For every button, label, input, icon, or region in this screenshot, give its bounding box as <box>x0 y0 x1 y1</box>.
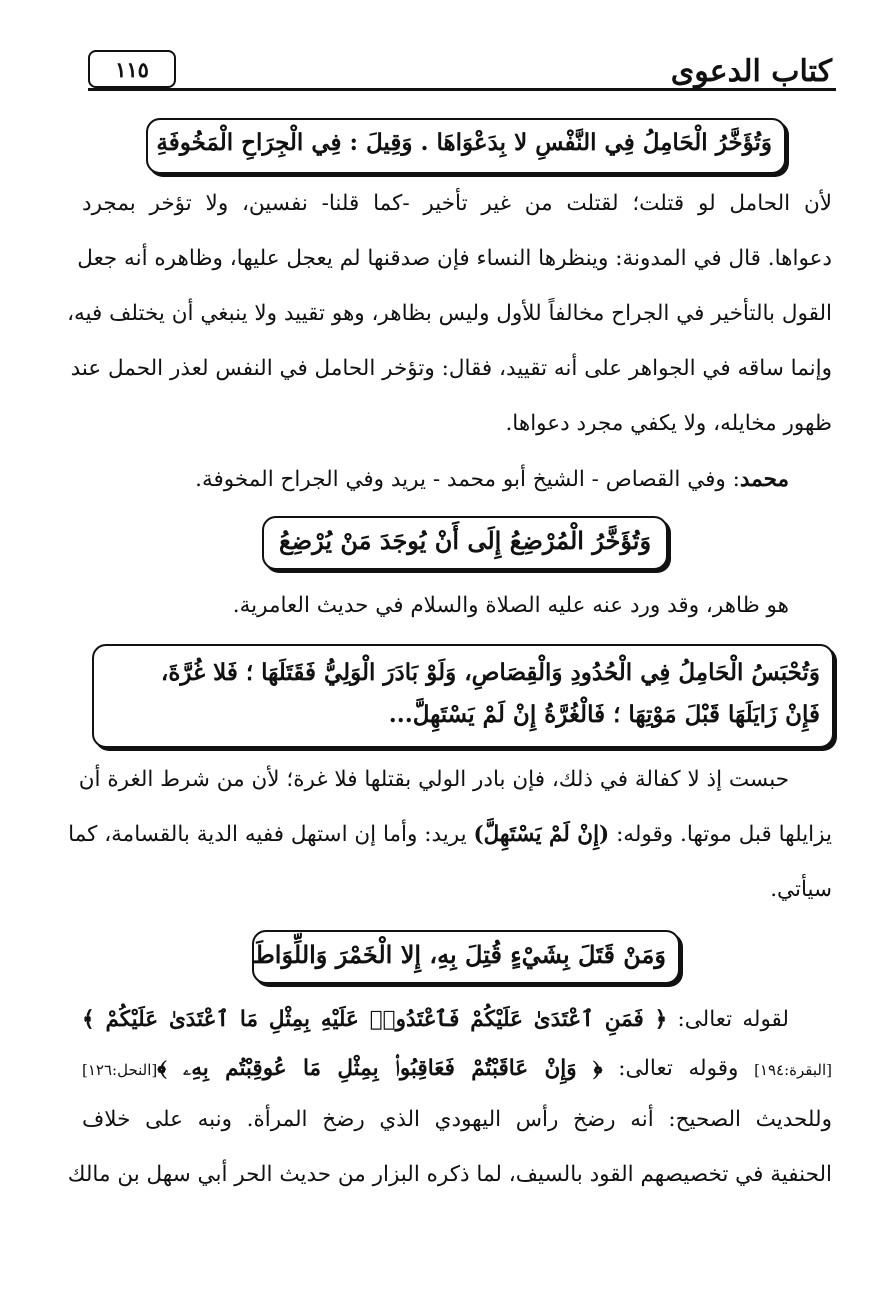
paragraph-line: وللحديث الصحيح: أنه رضخ رأس اليهودي الذي رضخ المرأة. ونبه على خلاف <box>82 1107 832 1132</box>
matn-box-2 <box>262 516 668 570</box>
paragraph-line <box>82 578 832 633</box>
commentary-paragraph-1 <box>67 176 832 451</box>
paragraph-line <box>82 992 832 1047</box>
matn-text-4: وَمَنْ قَتَلَ بِشَيْءٍ قُتِلَ بِهِ، إِلا الْخَمْرَ وَاللِّوَاطَ <box>252 940 666 969</box>
quran-verse: ﴿ وَإِنْ عَاقَبْتُمْ فَعَاقِبُوا۟ بِمِثْلِ مَا عُوقِبْتُم بِهِۦ ﴾ <box>157 1056 603 1081</box>
paragraph-text: يزايلها قبل موتها. وقوله: <box>609 822 832 847</box>
paragraph-line <box>68 807 832 862</box>
matn-box-1 <box>146 118 786 174</box>
paragraph-line: سيأتي. <box>770 877 832 902</box>
matn-box-4 <box>252 930 680 984</box>
commentary-paragraph-5 <box>67 992 832 1202</box>
paragraph-text: حبست إذ لا كفالة في ذلك، فإن بادر الولي بقتلها فلا غرة؛ لأن من شرط الغرة أن <box>78 767 789 792</box>
commentary-paragraph-3 <box>82 578 832 633</box>
paragraph-line: الحنفية في تخصيصهم القود بالسيف، لما ذكره البزار من حديث الحر أبي سهل بن مالك <box>67 1162 832 1187</box>
paragraph-line <box>78 752 832 807</box>
commentator-label: محمد <box>739 467 789 492</box>
matn-text-3-line-1: وَتُحْبَسُ الْحَامِلُ فِي الْحُدُودِ وَالْقِصَاصِ، وَلَوْ بَادَرَ الْوَلِيُّ فَقَتَلَهَا ؛ فَلا غُرَّةَ، <box>160 659 820 686</box>
verse-reference: [البقرة:١٩٤] <box>754 1061 832 1079</box>
paragraph-line <box>82 452 832 507</box>
paragraph-text: هو ظاهر، وقد ورد عنه عليه الصلاة والسلام في حديث العامرية. <box>232 593 789 618</box>
paragraph-line: لأن الحامل لو قتلت؛ لقتلت من غير تأخير -كما قلنا- نفسين، ولا تؤخر بمجرد <box>82 191 832 216</box>
paragraph-line <box>82 1047 832 1092</box>
book-title: كتاب الدعوى <box>670 54 832 89</box>
paragraph-line: وإنما ساقه في الجواهر على أنه تقييد، فقال: وتؤخر الحامل في النفس لعذر الحمل عند <box>70 356 832 381</box>
commentary-paragraph-2 <box>82 452 832 507</box>
matn-text-3-line-2: فَإِنْ زَايَلَهَا قَبْلَ مَوْتِهَا ؛ فَالْغُرَّةُ إِنْ لَمْ يَسْتَهِلَّ... <box>388 701 820 728</box>
page-number: ١١٥ <box>88 50 176 88</box>
verse-reference: [النحل:١٢٦] <box>82 1061 158 1079</box>
page-header <box>88 50 836 102</box>
matn-text-1: وَتُؤَخَّرُ الْحَامِلُ فِي النَّفْسِ لا بِدَعْوَاهَا . وَقِيلَ : فِي الْجِرَاحِ الْمَخُوفَةِ <box>156 129 772 156</box>
quran-verse: ﴿ فَمَنِ ٱعْتَدَىٰ عَلَيْكُمْ فَٱعْتَدُوا۟ عَلَيْهِ بِمِثْلِ مَا ٱعْتَدَىٰ عَلَيْكُمْ ﴾ <box>82 1007 668 1032</box>
paragraph-line: القول بالتأخير في الجراح مخالفاً للأول وليس بظاهر، وهو تقييد ولا ينبغي أن يختلف فيه، <box>67 301 832 326</box>
header-rule <box>88 88 836 91</box>
paragraph-text: وقوله تعالى: <box>602 1056 755 1081</box>
paragraph-line: دعواها. قال في المدونة: وينظرها النساء فإن صدقنها لم يعجل عليها، وظاهره أنه جعل <box>77 246 832 271</box>
matn-box-3 <box>92 644 834 748</box>
matn-text-2: وَتُؤَخَّرُ الْمُرْضِعُ إِلَى أَنْ يُوجَدَ مَنْ يُرْضِعُ <box>278 526 652 555</box>
paragraph-text: لقوله تعالى: <box>667 1007 789 1032</box>
paragraph-line: ظهور مخايله، ولا يكفي مجرد دعواها. <box>505 411 832 436</box>
paragraph-text: : وفي القصاص - الشيخ أبو محمد - يريد وفي الجراح المخوفة. <box>195 467 740 492</box>
commentary-paragraph-4 <box>68 752 832 917</box>
quoted-matn: (إِنْ لَمْ يَسْتَهِلَّ) <box>473 822 610 847</box>
paragraph-text: يريد: وأما إن استهل ففيه الدية بالقسامة، كما <box>68 822 474 847</box>
